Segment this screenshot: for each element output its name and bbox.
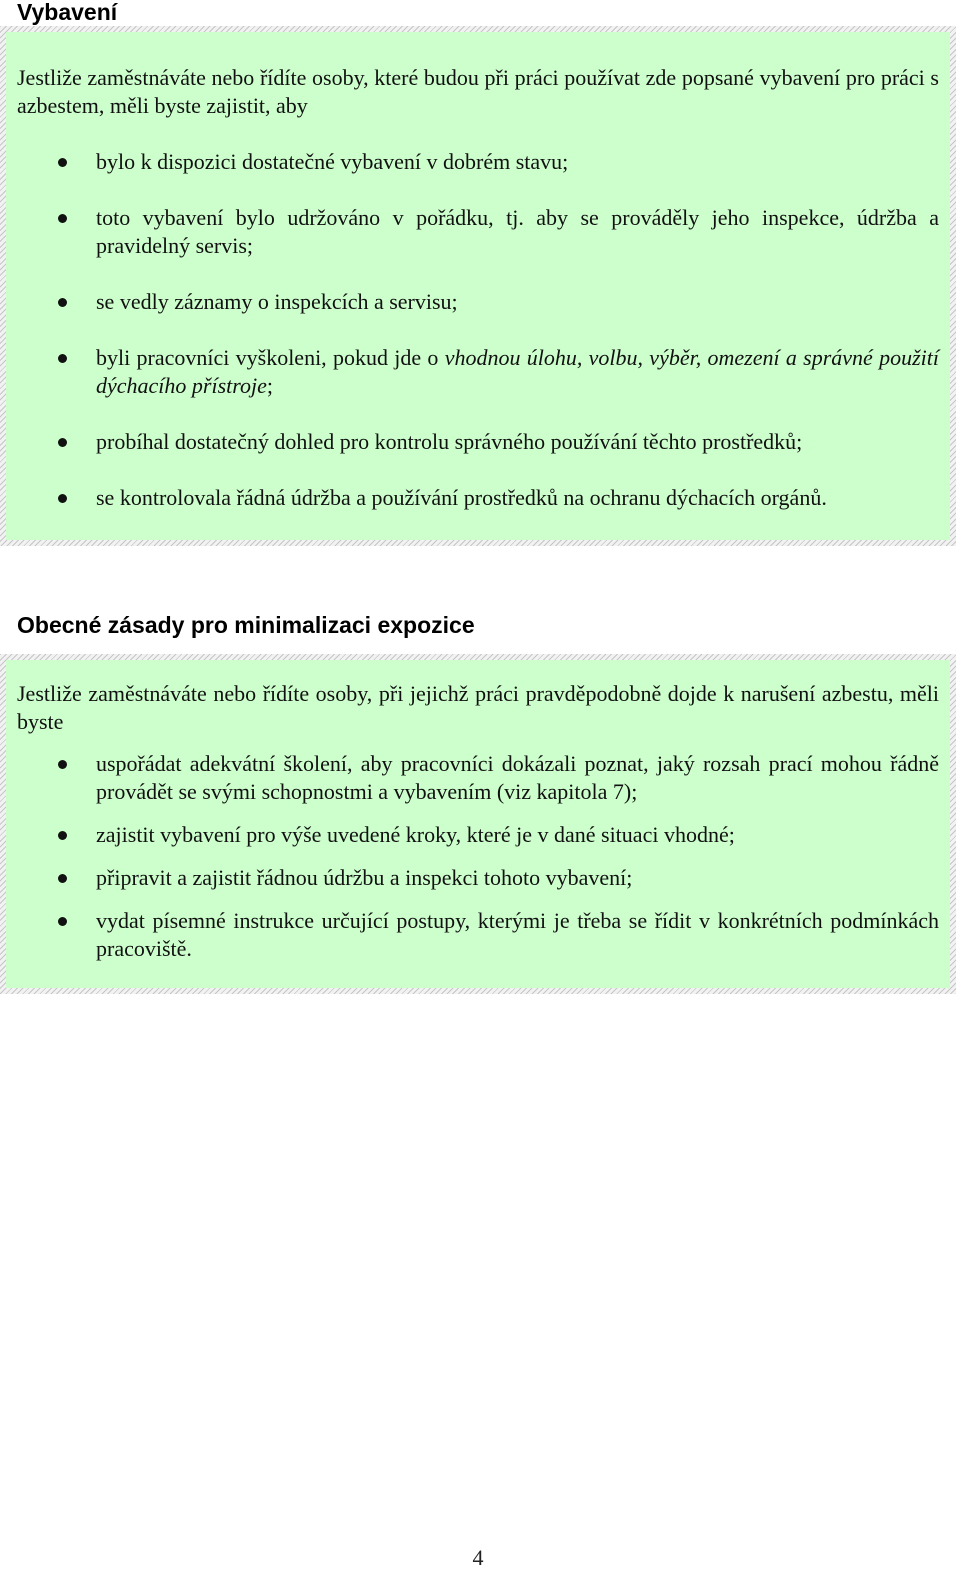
list-item-text: se vedly záznamy o inspekcích a servisu; (96, 289, 458, 314)
list-item-emphasis: vhodnou úlohu, volbu, výběr, omezení a správné použití dýchacího přístroje (96, 345, 940, 398)
list-item-text: uspořádat adekvátní školení, aby pracovníci dokázali poznat, jaký rozsah prací mohou řádně provádět se svými schopnostmi a vybavením (viz kapitola 7); (96, 751, 939, 804)
intro-paragraph: Jestliže zaměstnáváte nebo řídíte osoby, při jejichž práci pravděpodobně dojde k narušení azbestu, měli byste (17, 681, 939, 734)
list-item-text: probíhal dostatečný dohled pro kontrolu správného používání těchto prostředků; (96, 429, 803, 454)
bullet-icon (58, 494, 67, 503)
list-item (17, 750, 939, 806)
bullet-icon (58, 917, 67, 926)
bullet-icon (58, 831, 67, 840)
list-item (17, 148, 939, 176)
bullet-icon (58, 298, 67, 307)
info-box-content (6, 32, 950, 540)
list-item (17, 821, 939, 849)
list-item (17, 864, 939, 892)
bullet-icon (58, 760, 67, 769)
bullet-icon (58, 214, 67, 223)
list-item (17, 204, 939, 260)
list-item (17, 288, 939, 316)
bullet-icon (58, 354, 67, 363)
info-box-vybaveni (0, 26, 956, 546)
list-item-text: se kontrolovala řádná údržba a používání prostředků na ochranu dýchacích orgánů. (96, 485, 827, 510)
section-heading-obecne-zasady: Obecné zásady pro minimalizaci expozice (17, 612, 475, 638)
bullet-icon (58, 158, 67, 167)
info-box-content (6, 660, 950, 988)
page-number: 4 (472, 1545, 484, 1570)
info-box-obecne-zasady (0, 654, 956, 994)
list-item-punctuation: ; (266, 373, 274, 398)
list-item-text: vydat písemné instrukce určující postupy, kterými je třeba se řídit v konkrétních podmínkách pracoviště. (96, 908, 939, 961)
list-item-text: připravit a zajistit řádnou údržbu a inspekci tohoto vybavení; (96, 865, 633, 890)
list-item-text: byli pracovníci vyškoleni, pokud jde o (96, 345, 445, 370)
bullet-icon (58, 438, 67, 447)
bullet-icon (58, 874, 67, 883)
bullet-list (17, 148, 939, 512)
list-item (17, 484, 939, 512)
list-item-text: bylo k dispozici dostatečné vybavení v dobrém stavu; (96, 149, 569, 174)
bullet-list (17, 750, 939, 963)
list-item (17, 344, 939, 400)
list-item (17, 907, 939, 963)
section-heading-vybaveni: Vybavení (17, 0, 118, 25)
list-item (17, 428, 939, 456)
intro-paragraph: Jestliže zaměstnáváte nebo řídíte osoby, které budou při práci používat zde popsané vybavení pro práci s azbestem, měli byste zajistit, aby (17, 65, 939, 118)
list-item-text: zajistit vybavení pro výše uvedené kroky, které je v dané situaci vhodné; (96, 822, 735, 847)
list-item-text: toto vybavení bylo udržováno v pořádku, tj. aby se prováděly jeho inspekce, údržba a pravidelný servis; (96, 205, 939, 258)
